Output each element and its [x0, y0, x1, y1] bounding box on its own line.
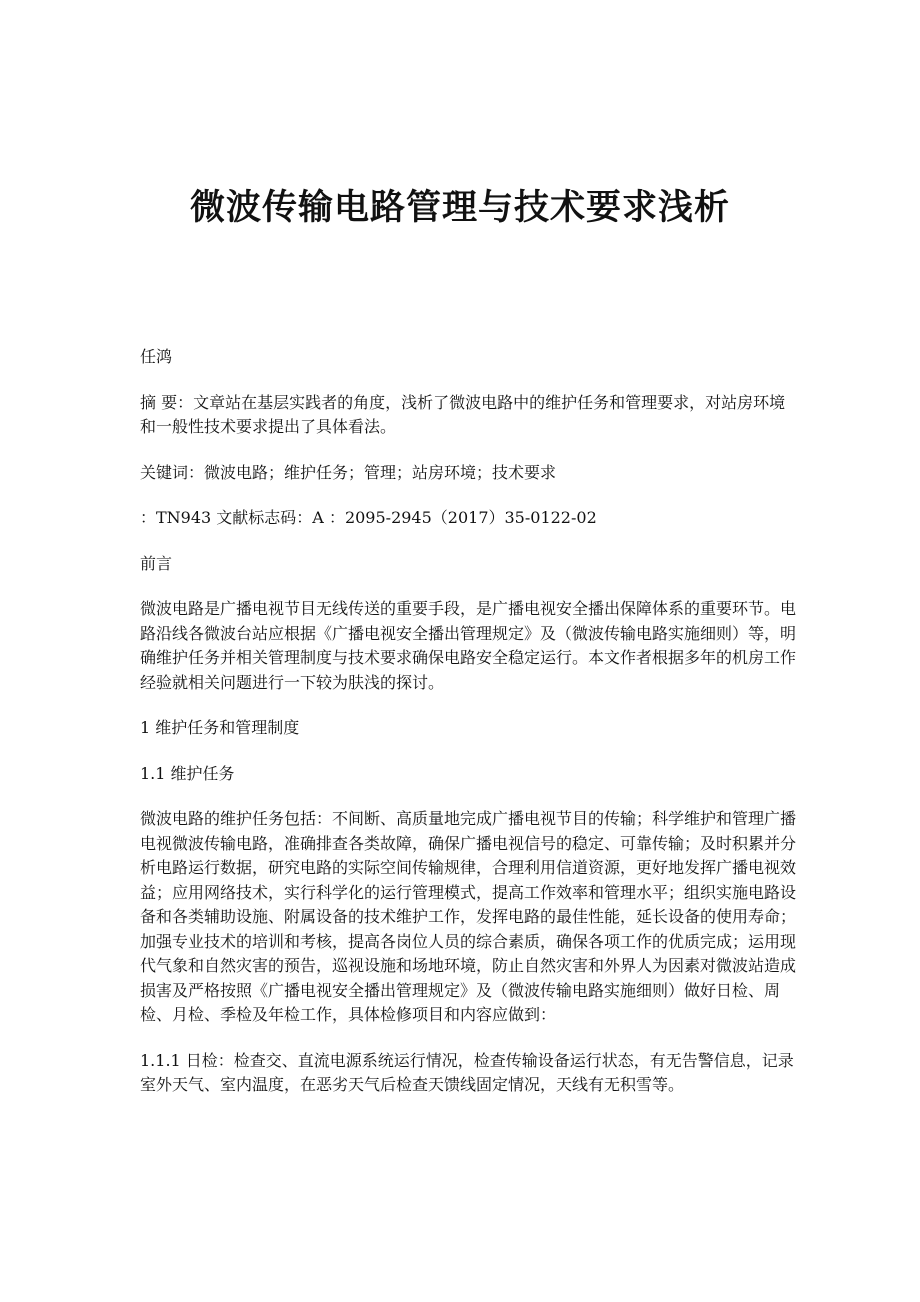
abstract: 摘 要：文章站在基层实践者的角度，浅析了微波电路中的维护任务和管理要求，对站房环境和一般性技术要求提出了具体看法。: [140, 392, 786, 436]
classification-line: ：TN943 文献标志码：A ：2095-2945（2017）35-0122-02: [140, 508, 597, 527]
keywords: 关键词：微波电路；维护任务；管理；站房环境；技术要求: [140, 462, 557, 482]
section-1-1-paragraph: 微波电路的维护任务包括：不间断、高质量地完成广播电视节目的传输；科学维护和管理广播电视微波传输电路，准确排查各类故障，确保广播电视信号的稳定、可靠传输；及时积累并分析电路运行数据，研究电路的实际空间传输规律，合理利用信道资源，更好地发挥广播电视效益；应用网络技术，实行科学化的运行管理模式，提高工作效率和管理水平；组织实施电路设备和各类辅助设施、附属设备的技术维护工作，发挥电路的最佳性能，延长设备的使用寿命；加强专业技术的培训和考核，提高各岗位人员的综合素质，确保各项工作的优质完成；运用现代气象和自然灾害的预告，巡视设施和场地环境，防止自然灾害和外界人为因素对微波站造成损害及严格按照《广播电视安全播出管理规定》及（微波传输电路实施细则）做好日检、周检、月检、季检及年检工作，具体检修项目和内容应做到：: [140, 809, 797, 1024]
section-1-heading: 1 维护任务和管理制度: [140, 718, 300, 737]
section-1-1-heading: 1.1 维护任务: [140, 763, 235, 783]
preface-paragraph: 微波电路是广播电视节目无线传送的重要手段，是广播电视安全播出保障体系的重要环节。电路沿线各微波台站应根据《广播电视安全播出管理规定》及（微波传输电路实施细则）等，明确维护任务并相关管理制度与技术要求确保电路安全稳定运行。本文作者根据多年的机房工作经验就相关问题进行一下较为肤浅的探讨。: [140, 599, 797, 692]
preface-heading: 前言: [140, 553, 173, 573]
document-title: 微波传输电路管理与技术要求浅析: [189, 188, 730, 228]
document-body: [140, 345, 800, 1098]
section-1-1-1-paragraph: 1.1.1 日检：检查交、直流电源系统运行情况，检查传输设备运行状态，有无告警信息，记录室外天气、室内温度，在恶劣天气后检查天馈线固定情况，天线有无积雪等。: [140, 1050, 794, 1094]
author: 任鸿: [140, 347, 173, 366]
